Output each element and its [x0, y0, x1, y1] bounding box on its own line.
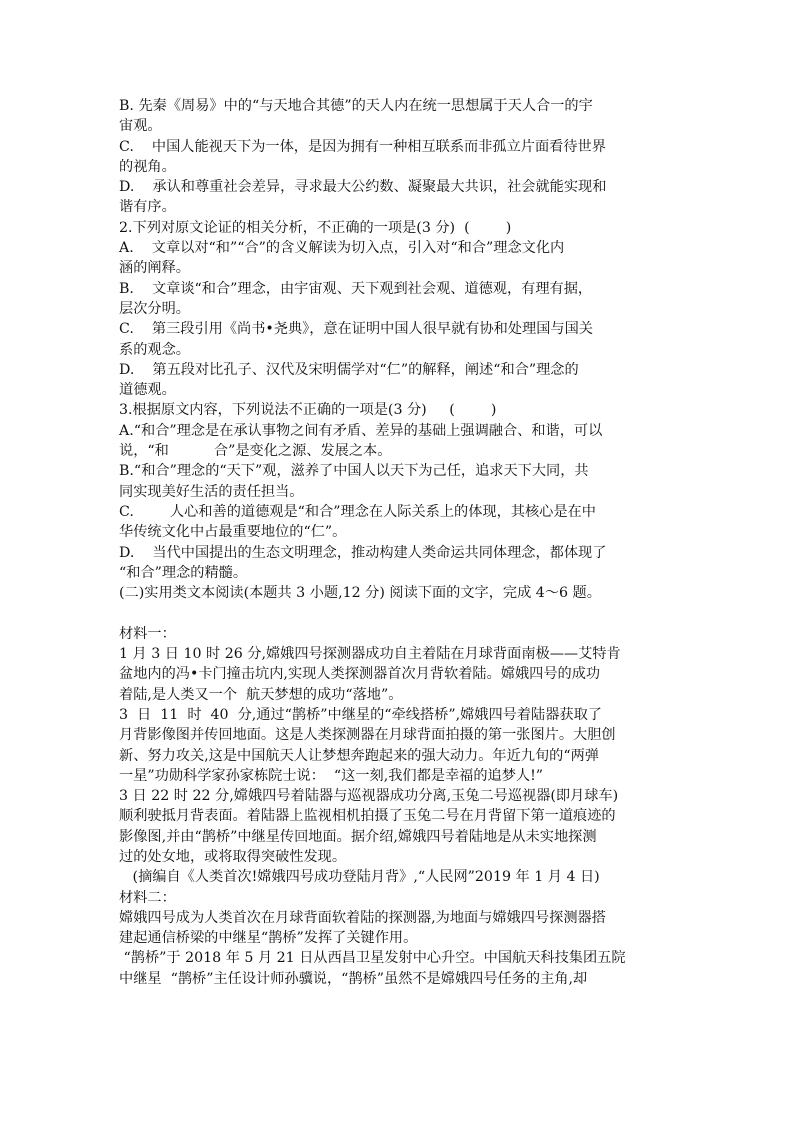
text-line: 谐有序。: [119, 199, 176, 216]
text-line: 嫦娥四号成为人类首次在月球背面软着陆的探测器,为地面与嫦娥四号探测器搭: [119, 909, 606, 926]
text-line: 系的观念。: [119, 341, 190, 358]
text-line: 新、努力攻关,这是中国航天人让梦想奔跑起来的强大动力。年近九旬的“两弹: [119, 747, 599, 764]
text-line: 中继星 “鹊桥”主任设计师孙骥说，“鹊桥”虽然不是嫦娥四号任务的主角,却: [119, 970, 588, 987]
text-line: 华传统文化中占最重要地位的“仁”。: [119, 524, 347, 541]
text-line: 同实现美好生活的责任担当。: [119, 483, 304, 500]
text-line: D. 当代中国提出的生态文明理念，推动构建人类命运共同体理念，都体现了: [119, 544, 607, 561]
text-line: 月背影像图并传回地面。这是人类探测器在月球背面拍摄的第一张图片。大胆创: [119, 727, 616, 744]
text-line: 盆地内的冯•卡门撞击坑内,实现人类探测器首次月背软着陆。嫦娥四号的成功: [119, 666, 601, 683]
text-line: 涵的阐释。: [119, 260, 190, 277]
blank-line: [119, 603, 675, 623]
text-line: 影像图,并由“鹊桥”中继星传回地面。据介绍,嫦娥四号着陆地是从未实地探测: [119, 828, 597, 845]
text-line: “鹊桥”于 2018 年 5 月 21 日从西昌卫星发射中心升空。中国航天科技集团五院: [119, 950, 626, 967]
material-heading: 材料一：: [119, 625, 176, 642]
question-heading: 3.根据原文内容，下列说法不正确的一项是(3 分) ( ): [119, 402, 497, 419]
text-line: C. 人心和善的道德观是“和合”理念在人际关系上的体现，其核心是在中: [119, 503, 596, 520]
document-page: [119, 96, 675, 989]
text-line: 3 日 11 时 40 分,通过“鹊桥”中继星的“牵线搭桥”,嫦娥四号着陆器获取了: [119, 706, 602, 723]
text-line: B. 先秦《周易》中的“与天地合其德”的天人内在统一思想属于天人合一的宇: [119, 98, 593, 114]
text-line: C. 第三段引用《尚书•尧典》，意在证明中国人很早就有协和处理国与国关: [119, 321, 593, 338]
text-line: 说，“和 合”是变化之源、发展之本。: [119, 443, 392, 460]
text-line: 宙观。: [119, 118, 162, 135]
text-line: 的视角。: [119, 158, 176, 175]
text-line: B. 文章谈“和合”理念，由宇宙观、天下观到社会观、道德观，有理有据，: [119, 280, 593, 297]
section-heading: (二)实用类文本阅读(本题共 3 小题,12 分) 阅读下面的文字，完成 4～6 题。: [119, 585, 601, 602]
text-line: C. 中国人能视天下为一体，是因为拥有一种相互联系而非孤立片面看待世界: [119, 138, 606, 155]
text-line: 3 日 22 时 22 分,嫦娥四号着陆器与巡视器成功分离,玉兔二号巡视器(即月球车): [119, 788, 619, 805]
source-citation: (摘编自《人类首次!嫦娥四号成功登陆月背》,“人民网”2019 年 1 月 4 日): [119, 869, 600, 886]
text-line: 层次分明。: [119, 300, 190, 317]
text-line: 顺利驶抵月背表面。着陆器上监视相机拍摄了玉兔二号在月背留下第一道痕迹的: [119, 808, 616, 825]
text-line: “和合”理念的精髓。: [119, 564, 248, 581]
question-heading: 2.下列对原文论证的相关分析，不正确的一项是(3 分) ( ): [119, 219, 512, 236]
text-line: 着陆,是人类又一个 航天梦想的成功“落地”。: [119, 686, 403, 703]
text-line: 一星”功勋科学家孙家栋院士说： “这一刻,我们都是幸福的追梦人!”: [119, 767, 544, 784]
text-line: D. 第五段对比孔子、汉代及宋明儒学对“仁”的解释，阐述“和合”理念的: [119, 361, 579, 378]
text-line: 过的处女地，或将取得突破性发现。: [119, 848, 347, 865]
text-line: 建起通信桥梁的中继星“鹊桥”发挥了关键作用。: [119, 930, 418, 947]
text-line: A.“和合”理念是在承认事物之间有矛盾、差异的基础上强调融合、和谐，可以: [119, 422, 603, 439]
text-line: 1 月 3 日 10 时 26 分,嫦娥四号探测器成功自主着陆在月球背面南极——艾特肯: [119, 646, 621, 663]
material-heading: 材料二：: [119, 889, 176, 906]
text-line: D. 承认和尊重社会差异，寻求最大公约数、凝聚最大共识，社会就能实现和: [119, 179, 607, 196]
text-line: A. 文章以对“和”“合”的含义解读为切入点，引入对“和合”理念文化内: [119, 240, 565, 257]
text-line: 道德观。: [119, 382, 176, 399]
text-line: B.“和合”理念的“天下”观，滋养了中国人以天下为己任，追求天下大同，共: [119, 463, 589, 480]
